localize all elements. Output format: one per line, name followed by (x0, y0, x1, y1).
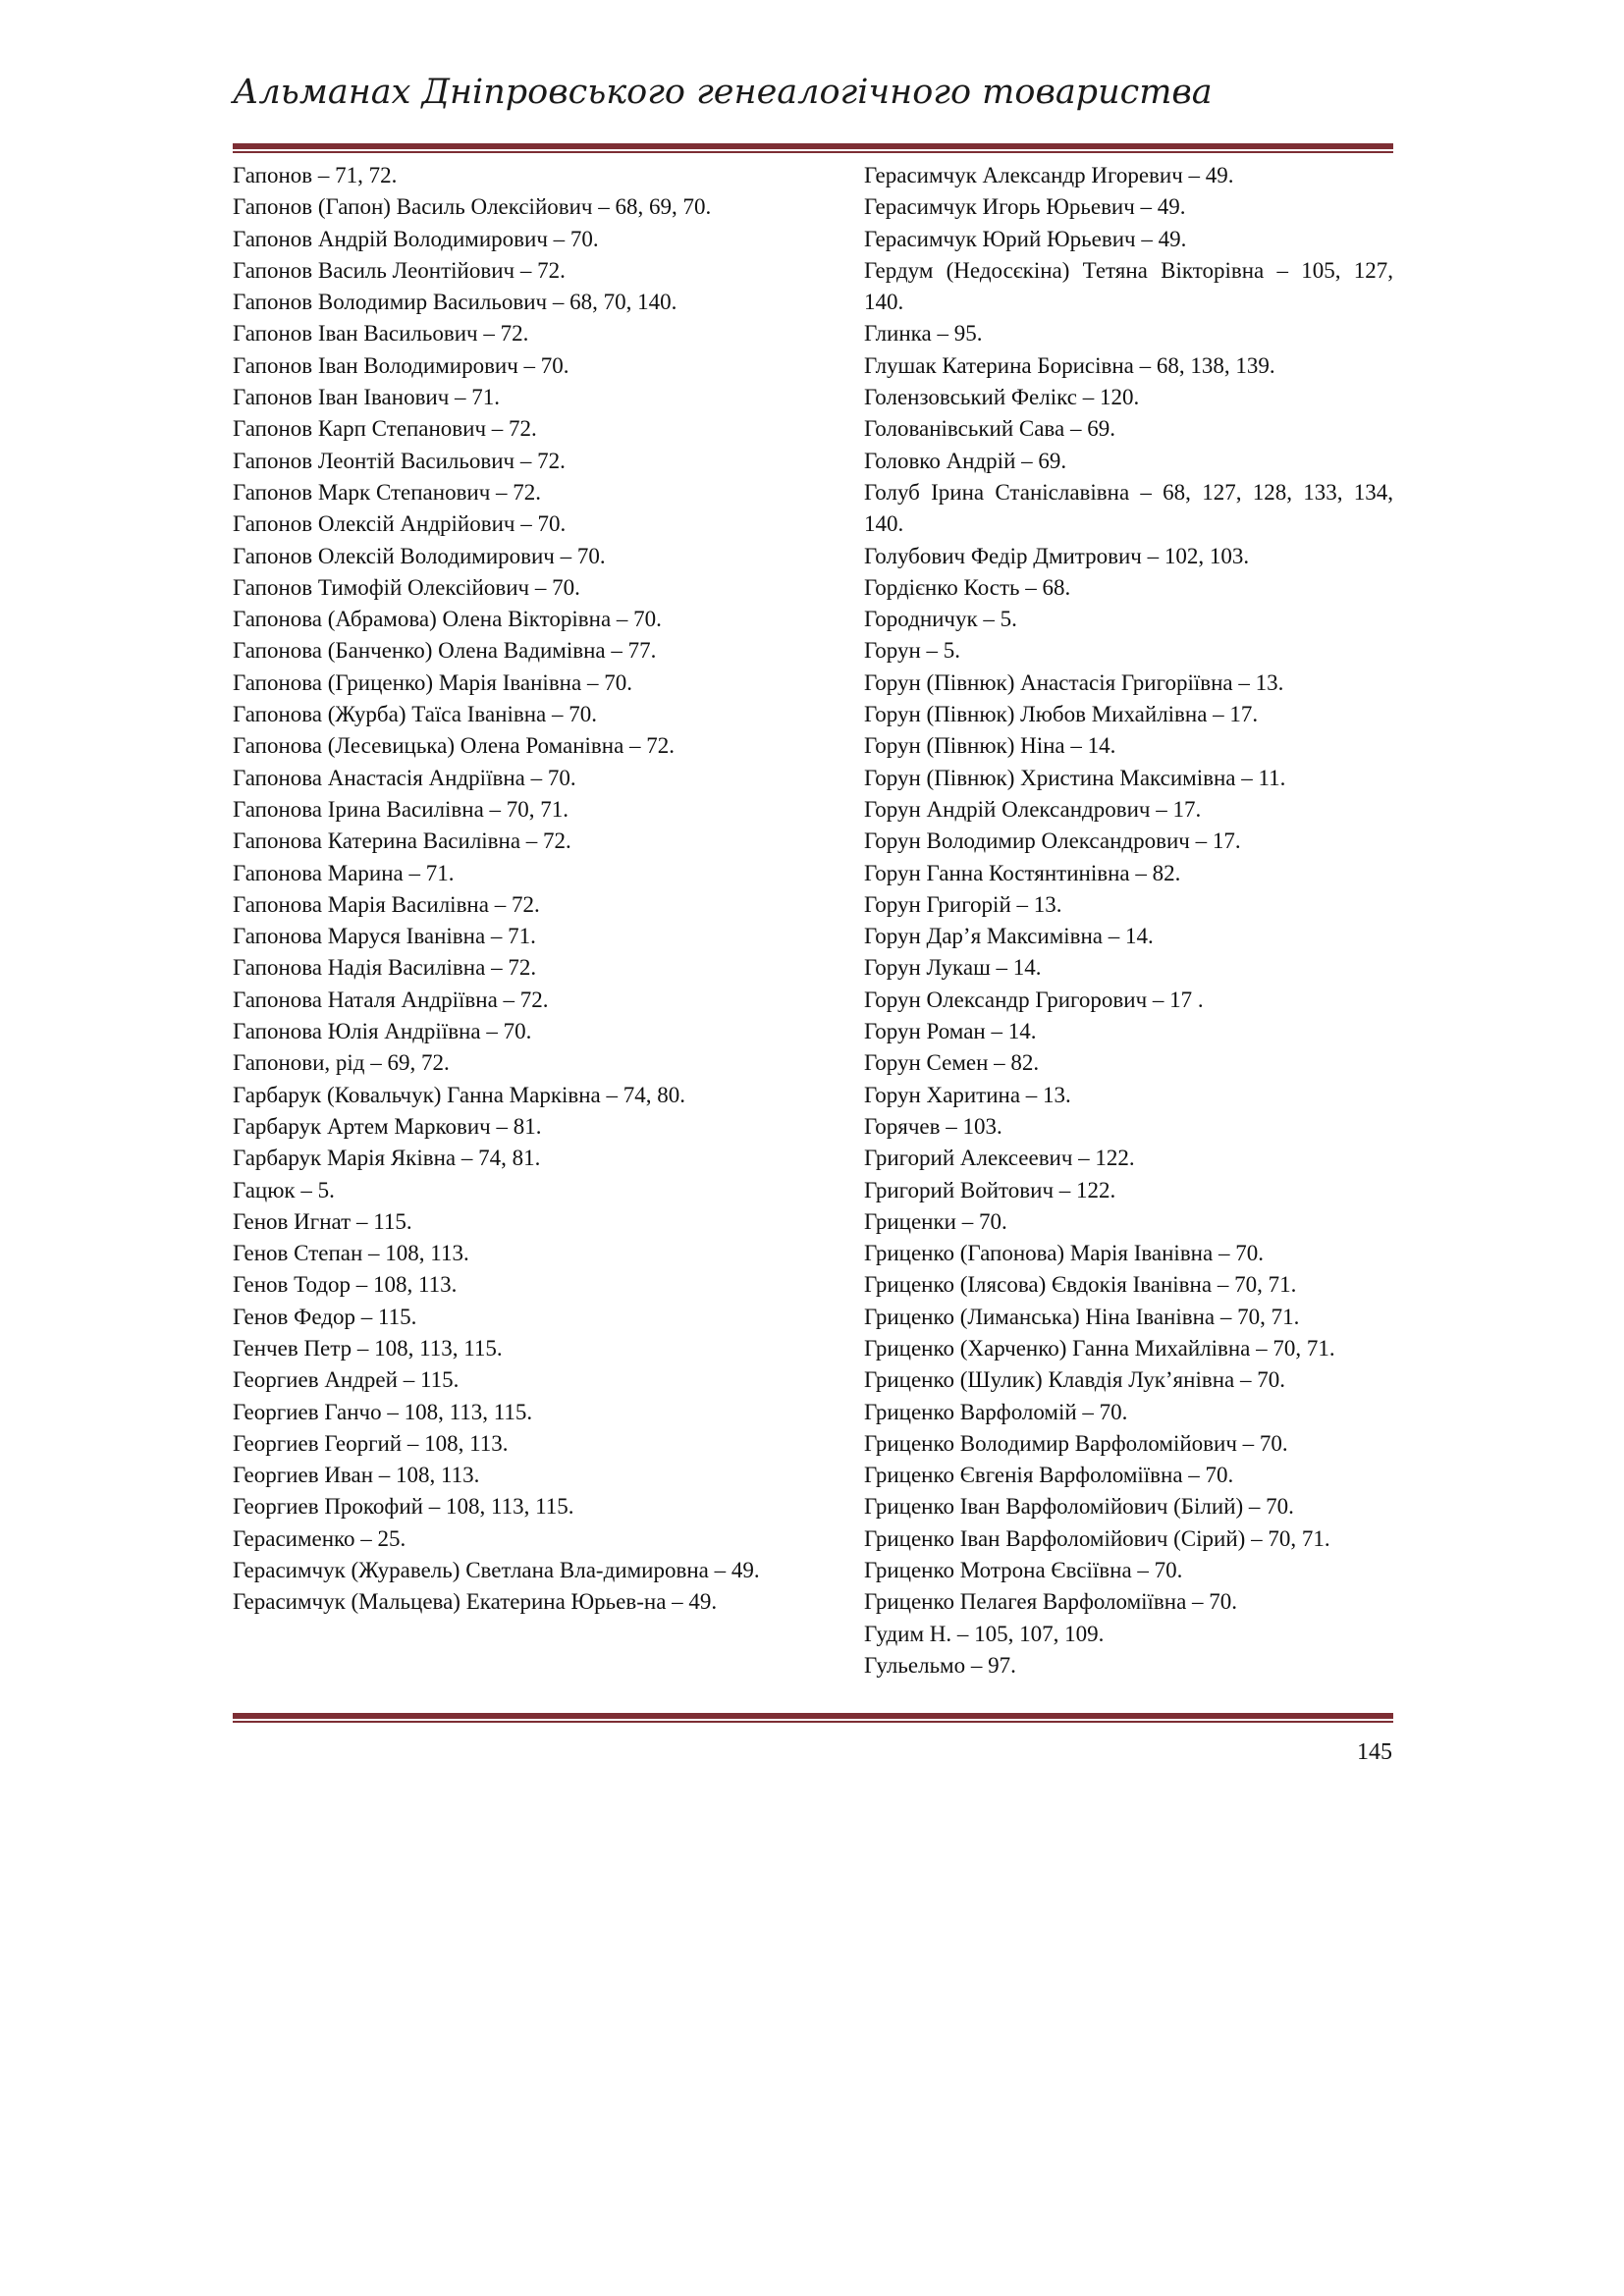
index-entry: Гапонов Іван Іванович – 71. (233, 385, 501, 410)
index-entry: Генов Степан – 108, 113. (233, 1241, 469, 1266)
index-entry: Гриценко Іван Варфоломійович (Білий) – 70. (864, 1494, 1294, 1520)
index-entry: Горун – 5. (864, 638, 961, 664)
index-entry: Гульельмо – 97. (864, 1652, 1016, 1678)
index-entry: Георгиев Иван – 108, 113. (233, 1463, 480, 1488)
index-entry: Гапонов (Гапон) Василь Олексійович – 68, 69, 70. (233, 194, 712, 220)
footer-rule (233, 1713, 1393, 1723)
index-entry: Гапонова (Банченко) Олена Вадимівна – 77. (233, 638, 657, 664)
index-entry: Гапонов Олексій Андрійович – 70. (233, 511, 567, 537)
index-entry: Герасимчук Юрий Юрьевич – 49. (864, 226, 1187, 251)
index-entry: Гапонова Ірина Василівна – 70, 71. (233, 796, 569, 822)
index-entry: Гапонова (Гриценко) Марія Іванівна – 70. (233, 669, 632, 695)
index-entry: Георгиев Прокофий – 108, 113, 115. (233, 1494, 574, 1520)
index-entry: Гриценко Пелагея Варфоломіївна – 70. (864, 1589, 1238, 1615)
index-entry: Герасименко – 25. (233, 1525, 406, 1551)
index-entry: Гриценко Володимир Варфоломійович – 70. (864, 1430, 1288, 1456)
index-entry: Гапонов Андрій Володимирович – 70. (233, 226, 599, 251)
index-entry: Голубович Федір Дмитрович – 102, 103. (864, 543, 1250, 568)
index-entry: Гапонов – 71, 72. (233, 163, 398, 187)
index-entry: Горун Роман – 14. (864, 1019, 1037, 1044)
index-entry: Герасимчук Игорь Юрьевич – 49. (864, 194, 1186, 220)
index-entry: Гриценко (Гапонова) Марія Іванівна – 70. (864, 1241, 1264, 1266)
index-entry: Глинка – 95. (864, 321, 983, 347)
index-entry: Гриценко (Харченко) Ганна Михайлівна – 70, 71. (864, 1335, 1335, 1361)
index-entry: Гриценки – 70. (864, 1208, 1007, 1234)
index-entry: Генчев Петр – 108, 113, 115. (233, 1335, 503, 1361)
index-entry: Горун Ганна Костянтинівна – 82. (864, 860, 1181, 885)
index-entry: Герасимчук (Мальцева) Екатерина Юрьев-на – 49. (233, 1589, 718, 1615)
index-entry: Городничук – 5. (864, 607, 1017, 632)
index-entry: Гердум (Недосєкіна) Тетяна Вікторівна – 105, 127, 140. (864, 257, 1393, 315)
index-entry: Гриценко Мотрона Євсіївна – 70. (864, 1558, 1183, 1583)
index-entry: Генов Тодор – 108, 113. (233, 1272, 458, 1298)
index-entry: Гапонова Анастасія Андріївна – 70. (233, 765, 576, 790)
index-entry: Григорий Войтович – 122. (864, 1177, 1116, 1202)
index-entry: Горун Григорій – 13. (864, 891, 1062, 917)
index-entry: Гапонова (Журба) Таїса Іванівна – 70. (233, 702, 597, 727)
index-entry: Горун Олександр Григорович – 17 . (864, 987, 1204, 1012)
index-entry: Гриценко Євгенія Варфоломіївна – 70. (864, 1463, 1234, 1488)
index-entry: Гапонов Карп Степанович – 72. (233, 416, 537, 442)
index-entry: Гапонова Катерина Василівна – 72. (233, 828, 571, 854)
almanac-title: Альманах Дніпровського генеалогічного товариства (233, 73, 1213, 112)
index-entry: Горун (Півнюк) Христина Максимівна – 11. (864, 765, 1286, 790)
header-rule (233, 143, 1393, 153)
index-entry: Горун Семен – 82. (864, 1050, 1040, 1076)
index-entry: Горячев – 103. (864, 1113, 1002, 1139)
index-entry: Головко Андрій – 69. (864, 448, 1067, 473)
index-entry: Гапонов Іван Володимирович – 70. (233, 352, 569, 378)
index-entry: Гапонова Юлія Андріївна – 70. (233, 1019, 532, 1044)
index-entry: Гапонова (Лесевицька) Олена Романівна – 72. (233, 733, 676, 759)
index-column-right (864, 160, 1393, 1682)
index-entry: Гриценко (Лиманська) Ніна Іванівна – 70, 71. (864, 1304, 1300, 1329)
index-entry: Гриценко Іван Варфоломійович (Сірий) – 70, 71. (864, 1525, 1330, 1551)
index-entry: Герасимчук Александр Игоревич – 49. (864, 163, 1234, 187)
index-entry: Голованівський Сава – 69. (864, 416, 1115, 442)
index-entry: Голуб Ірина Станіславівна – 68, 127, 128, 133, 134, 140. (864, 479, 1393, 537)
index-entry: Горун Харитина – 13. (864, 1082, 1071, 1107)
index-entry: Гапонова Марина – 71. (233, 860, 455, 885)
index-entry: Горун Лукаш – 14. (864, 955, 1042, 981)
index-entry: Голензовський Фелікс – 120. (864, 385, 1140, 410)
index-entry: Генов Федор – 115. (233, 1304, 417, 1329)
index-entry: Герасимчук (Журавель) Светлана Вла-димировна – 49. (233, 1558, 760, 1583)
index-entry: Глушак Катерина Борисівна – 68, 138, 139. (864, 352, 1275, 378)
index-entry: Генов Игнат – 115. (233, 1208, 412, 1234)
index-entry: Горун Дар’я Максимівна – 14. (864, 924, 1154, 949)
index-entry: Гацюк – 5. (233, 1177, 335, 1202)
index-entry: Георгиев Ганчо – 108, 113, 115. (233, 1399, 533, 1424)
index-entry: Гриценко Варфоломій – 70. (864, 1399, 1128, 1424)
index-entry: Гудим Н. – 105, 107, 109. (864, 1621, 1105, 1646)
index-entry: Гапонова (Абрамова) Олена Вікторівна – 70. (233, 607, 662, 632)
page-number: 145 (1357, 1739, 1392, 1765)
index-entry: Гапонова Надія Василівна – 72. (233, 955, 537, 981)
index-entry: Гриценко (Ілясова) Євдокія Іванівна – 70, 71. (864, 1272, 1297, 1298)
index-entry: Горун Андрій Олександрович – 17. (864, 796, 1202, 822)
index-entry: Гарбарук Марія Яківна – 74, 81. (233, 1146, 541, 1171)
index-entry: Гапонова Маруся Іванівна – 71. (233, 924, 536, 949)
index-entry: Гапонова Марія Василівна – 72. (233, 891, 540, 917)
index-entry: Гриценко (Шулик) Клавдія Лук’янівна – 70. (864, 1367, 1285, 1393)
index-entry: Гапонов Василь Леонтійович – 72. (233, 257, 566, 283)
index-entry: Гарбарук Артем Маркович – 81. (233, 1113, 542, 1139)
index-entry: Горун (Півнюк) Анастасія Григоріївна – 13. (864, 669, 1284, 695)
index-entry: Гарбарук (Ковальчук) Ганна Марківна – 74, 80. (233, 1082, 686, 1107)
index-entry: Гапонов Марк Степанович – 72. (233, 479, 542, 505)
index-entry: Горун (Півнюк) Ніна – 14. (864, 733, 1116, 759)
index-entry: Горун (Півнюк) Любов Михайлівна – 17. (864, 702, 1259, 727)
index-entry: Гапонова Наталя Андріївна – 72. (233, 987, 549, 1012)
index-entry: Григорий Алексеевич – 122. (864, 1146, 1135, 1171)
index-entry: Георгиев Андрей – 115. (233, 1367, 460, 1393)
index-entry: Гапонови, рід – 69, 72. (233, 1050, 450, 1076)
index-column-left (233, 160, 766, 1619)
index-entry: Гордієнко Кость – 68. (864, 574, 1071, 600)
index-entry: Гапонов Тимофій Олексійович – 70. (233, 574, 580, 600)
index-entry: Гапонов Олексій Володимирович – 70. (233, 543, 606, 568)
index-entry: Гапонов Леонтій Васильович – 72. (233, 448, 566, 473)
index-entry: Гапонов Володимир Васильович – 68, 70, 140. (233, 290, 677, 315)
index-entry: Горун Володимир Олександрович – 17. (864, 828, 1241, 854)
index-entry: Гапонов Іван Васильович – 72. (233, 321, 529, 347)
index-entry: Георгиев Георгий – 108, 113. (233, 1430, 509, 1456)
